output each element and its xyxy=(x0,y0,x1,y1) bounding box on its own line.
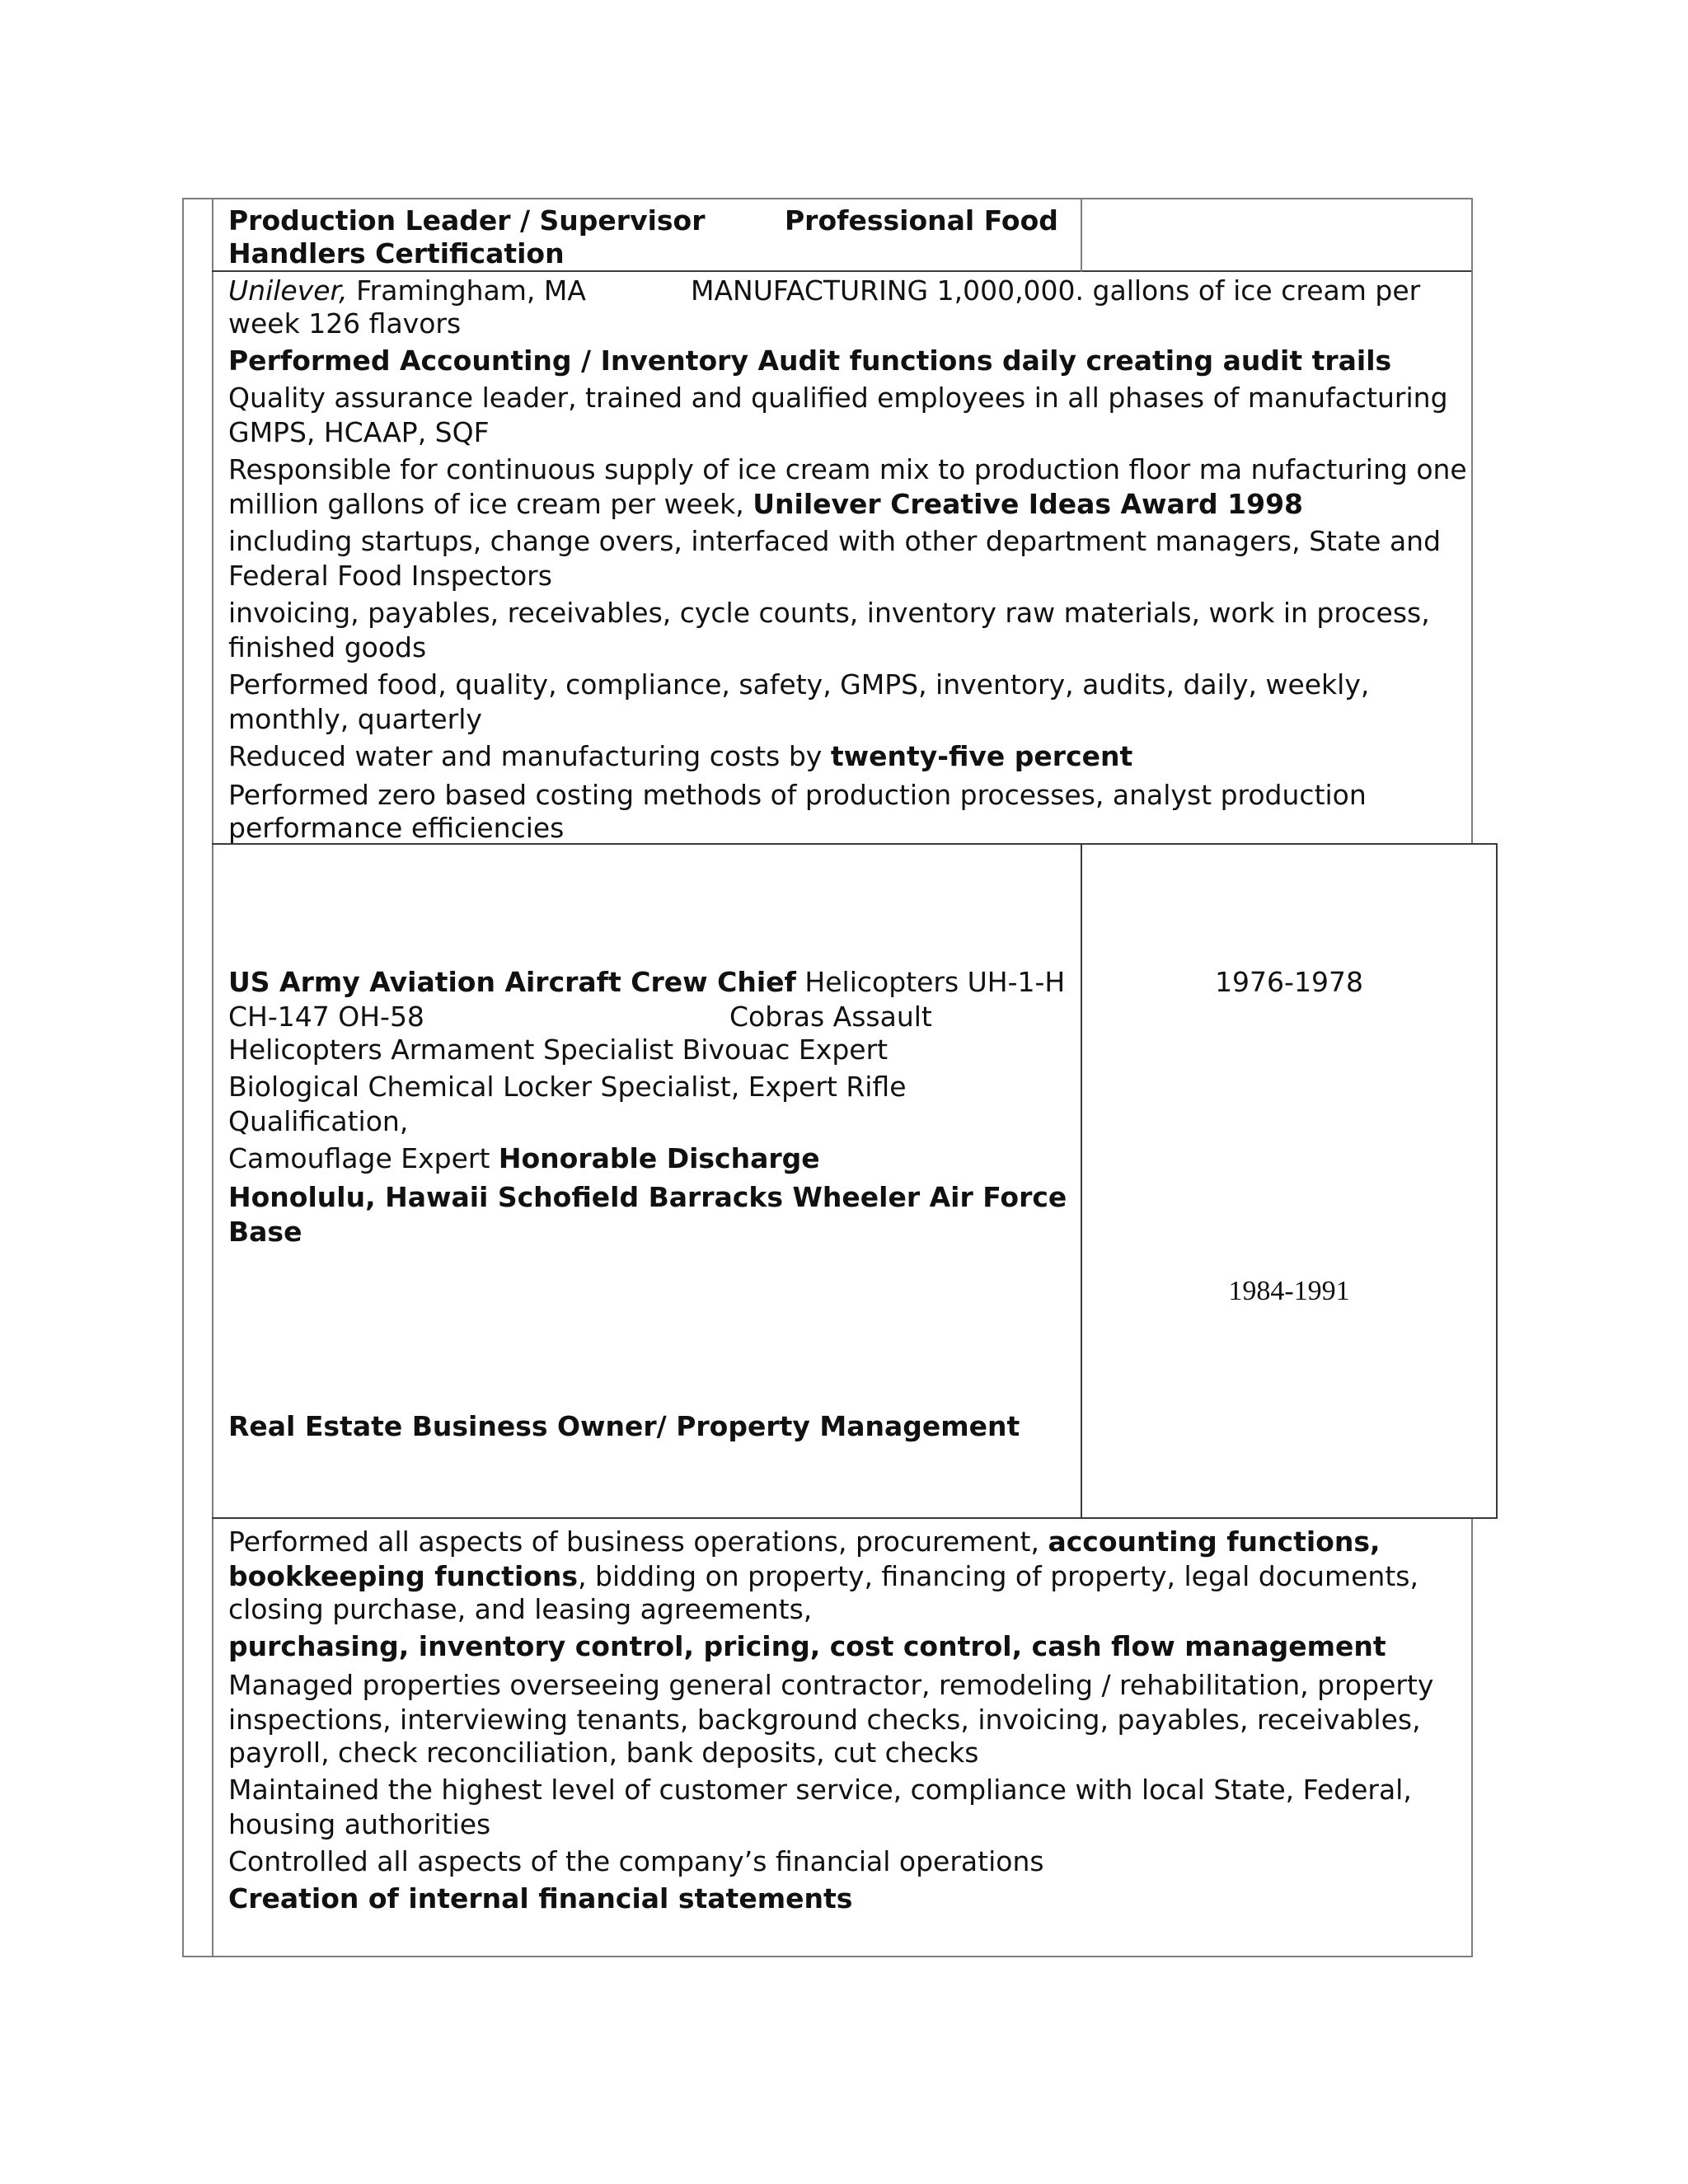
army-line-7: Honolulu, Hawaii Schofield Barracks Wheeler Air Force xyxy=(228,1181,1067,1213)
duty-line-11: monthly, quarterly xyxy=(228,703,482,735)
section2-right-rule xyxy=(1496,843,1498,1519)
realestate-title: Real Estate Business Owner/ Property Management xyxy=(228,1410,1020,1442)
business-line-8: Maintained the highest level of customer service, compliance with local State, Federal, xyxy=(228,1774,1412,1806)
border-right-3 xyxy=(1471,1519,1473,1957)
border-left-inner xyxy=(212,198,213,1957)
duty-line-6: including startups, change overs, interfaced with other department managers, State and xyxy=(228,525,1442,557)
duty-line-5 xyxy=(228,486,1303,522)
border-bottom xyxy=(182,1956,1473,1957)
army-line-6-text: Camouflage Expert xyxy=(228,1142,499,1174)
duty-line-14: performance efficiencies xyxy=(228,812,565,844)
company-name: Unilever, xyxy=(228,274,348,307)
duty-line-8: invoicing, payables, receivables, cycle counts, inventory raw materials, work in process, xyxy=(228,597,1430,629)
duty-line-5-text: million gallons of ice cream per week, xyxy=(228,488,753,520)
army-line-2: CH-147 OH-58 xyxy=(228,1001,424,1033)
cost-reduction: twenty-five percent xyxy=(830,740,1133,772)
discharge: Honorable Discharge xyxy=(498,1142,820,1174)
company-location: Framingham, MA xyxy=(347,274,586,307)
army-years: 1976-1978 xyxy=(1215,966,1363,998)
realestate-years: 1984-1991 xyxy=(1228,1276,1350,1306)
army-line-2b: Cobras Assault xyxy=(729,1001,932,1033)
border-top xyxy=(182,198,1473,199)
section2-col-divider xyxy=(1081,843,1082,1519)
duty-line-2: Quality assurance leader, trained and qualified employees in all phases of manufacturing xyxy=(228,382,1448,414)
duty-line-1: Performed Accounting / Inventory Audit functions daily creating audit trails xyxy=(228,344,1392,377)
business-line-2 xyxy=(228,1558,1418,1594)
army-line-1 xyxy=(228,964,1065,1000)
army-line-3: Helicopters Armament Specialist Bivouac Expert xyxy=(228,1033,889,1066)
business-line-7: payroll, check reconciliation, bank deposits, cut checks xyxy=(228,1736,979,1769)
border-left-outer xyxy=(182,198,184,1957)
duty-line-12 xyxy=(228,738,1132,774)
certification-line-2: Handlers Certification xyxy=(228,237,565,269)
duty-line-9: finished goods xyxy=(228,631,427,663)
business-line-4: purchasing, inventory control, pricing, cost control, cash flow management xyxy=(228,1630,1386,1662)
army-line-4: Biological Chemical Locker Specialist, Expert Rifle xyxy=(228,1071,907,1103)
accounting-functions: accounting functions, xyxy=(1048,1526,1381,1558)
company-line xyxy=(228,273,586,308)
army-line-8: Base xyxy=(228,1216,302,1248)
duty-line-3: GMPS, HCAAP, SQF xyxy=(228,416,490,448)
business-line-9: housing authorities xyxy=(228,1808,491,1840)
job-title: Production Leader / Supervisor xyxy=(228,204,706,237)
production-volume-2: week 126 flavors xyxy=(228,307,462,340)
header-col-divider xyxy=(1081,198,1082,272)
army-line-6 xyxy=(228,1141,820,1176)
business-line-5: Managed properties overseeing general contractor, remodeling / rehabilitation, property xyxy=(228,1669,1434,1701)
section2-bottom-rule xyxy=(212,1517,1498,1519)
army-title: US Army Aviation Aircraft Crew Chief xyxy=(228,966,796,998)
business-line-1-text: Performed all aspects of business operations, procurement, xyxy=(228,1526,1048,1558)
duty-line-4: Responsible for continuous supply of ice cream mix to production floor ma nufacturing one xyxy=(228,453,1467,485)
certification-line-1: Professional Food xyxy=(785,204,1058,237)
business-line-6: inspections, interviewing tenants, background checks, invoicing, payables, receivables, xyxy=(228,1704,1421,1736)
business-line-10: Controlled all aspects of the company’s financial operations xyxy=(228,1845,1044,1877)
army-line-5: Qualification, xyxy=(228,1105,409,1137)
business-line-2-text: , bidding on property, financing of property, legal documents, xyxy=(578,1560,1418,1592)
production-volume-1: MANUFACTURING 1,000,000. gallons of ice cream per xyxy=(691,274,1421,307)
duty-line-10: Performed food, quality, compliance, safety, GMPS, inventory, audits, daily, weekly, xyxy=(228,668,1370,701)
business-line-1 xyxy=(228,1524,1381,1559)
border-right-1 xyxy=(1471,198,1473,845)
duty-line-7: Federal Food Inspectors xyxy=(228,560,552,592)
award: Unilever Creative Ideas Award 1998 xyxy=(753,488,1304,520)
duty-line-12-text: Reduced water and manufacturing costs by xyxy=(228,740,831,772)
bookkeeping-functions: bookkeeping functions xyxy=(228,1560,579,1592)
duty-line-13: Performed zero based costing methods of production processes, analyst production xyxy=(228,779,1367,811)
army-helicopters: Helicopters UH-1-H xyxy=(795,966,1066,998)
business-line-3: closing purchase, and leasing agreements, xyxy=(228,1593,813,1625)
business-line-11: Creation of internal financial statements xyxy=(228,1882,853,1915)
